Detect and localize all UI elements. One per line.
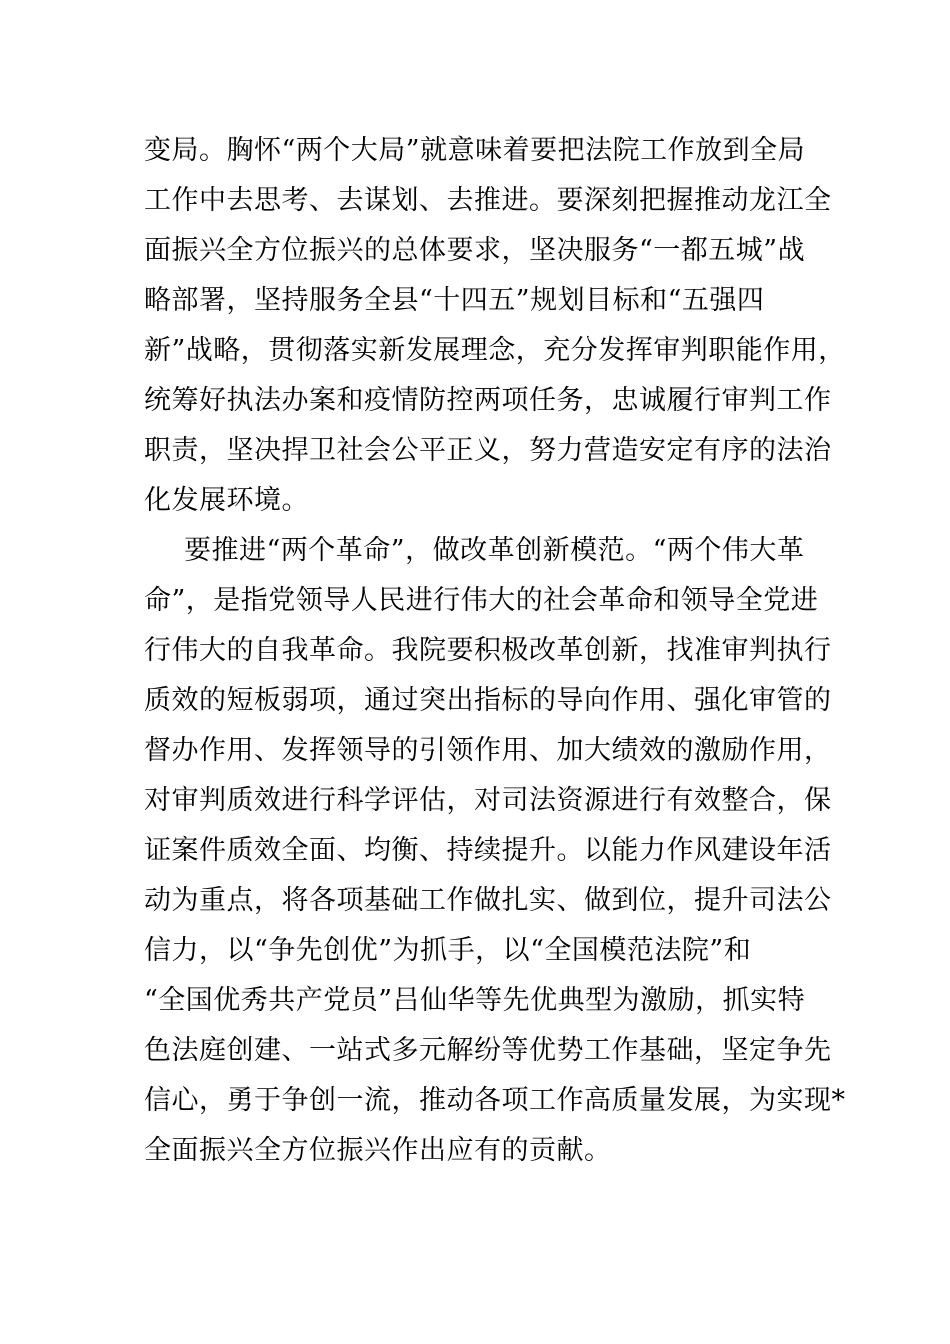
text-line: 命”，是指党领导人民进行伟大的社会革命和领导全党进 <box>144 585 819 616</box>
text-line: 行伟大的自我革命。我院要积极改革创新，找准审判执行 <box>144 635 832 666</box>
text-line: 色法庭创建、一站式多元解纷等优势工作基础，坚定争先 <box>144 1035 832 1066</box>
text-line: 变局。胸怀“两个大局”就意味着要把法院工作放到全局 <box>144 135 806 166</box>
text-line: 要推进“两个革命”，做改革创新模范。“两个伟大革 <box>184 535 805 566</box>
text-line: 信力，以“争先创优”为抓手，以“全国模范法院”和 <box>144 935 752 966</box>
text-line: 新”战略，贯彻落实新发展理念，充分发挥审判职能作用， <box>144 335 846 366</box>
text-line: 质效的短板弱项，通过突出指标的导向作用、强化审管的 <box>144 685 832 716</box>
text-line: 信心，勇于争创一流，推动各项工作高质量发展，为实现* <box>144 1085 846 1116</box>
paragraph-2 <box>144 526 846 1176</box>
text-line: 工作中去思考、去谋划、去推进。要深刻把握推动龙江全 <box>144 185 832 216</box>
text-line: 督办作用、发挥领导的引领作用、加大绩效的激励作用， <box>144 735 832 766</box>
text-line: 证案件质效全面、均衡、持续提升。以能力作风建设年活 <box>144 835 832 866</box>
text-line: 职责，坚决捍卫社会公平正义，努力营造安定有序的法治 <box>144 435 832 466</box>
text-line: 化发展环境。 <box>144 485 309 516</box>
text-line: 略部署，坚持服务全县“十四五”规划目标和“五强四 <box>144 285 765 316</box>
text-line: 面振兴全方位振兴的总体要求，坚决服务“一都五城”战 <box>144 235 806 266</box>
document-body <box>144 126 846 1176</box>
text-line: 统筹好执法办案和疫情防控两项任务，忠诚履行审判工作 <box>144 385 832 416</box>
text-line: 对审判质效进行科学评估，对司法资源进行有效整合，保 <box>144 785 832 816</box>
paragraph-1 <box>144 126 846 526</box>
text-line: 动为重点，将各项基础工作做扎实、做到位，提升司法公 <box>144 885 832 916</box>
text-line: “全国优秀共产党员”吕仙华等先优典型为激励，抓实特 <box>144 985 806 1016</box>
text-line: 全面振兴全方位振兴作出应有的贡献。 <box>144 1135 612 1166</box>
